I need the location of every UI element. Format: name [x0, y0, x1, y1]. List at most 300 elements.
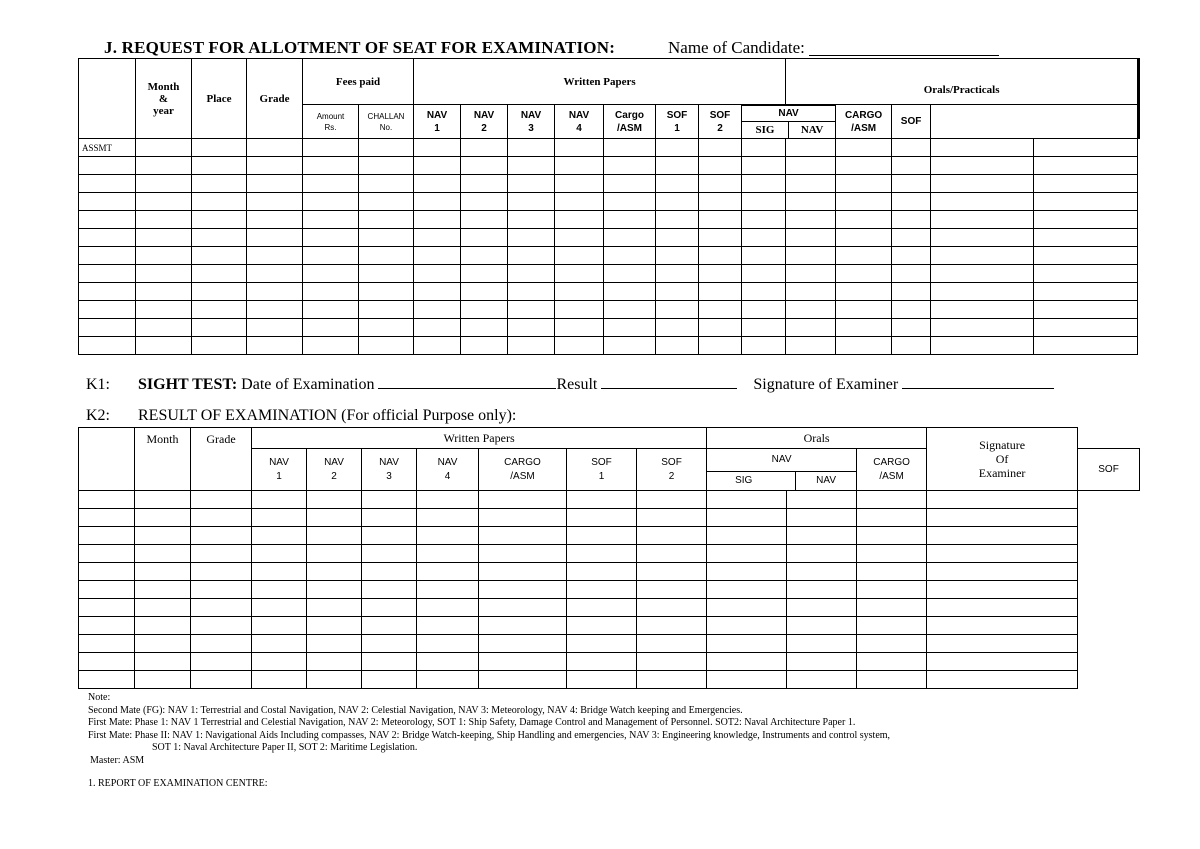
table-cell[interactable] [135, 599, 191, 617]
table-cell[interactable] [135, 545, 191, 563]
table-cell[interactable] [604, 319, 656, 337]
table-cell[interactable] [247, 283, 303, 301]
table-cell[interactable] [79, 545, 135, 563]
table-cell[interactable] [252, 653, 307, 671]
table-cell[interactable] [479, 671, 567, 689]
table-cell[interactable] [135, 653, 191, 671]
table-cell[interactable] [927, 617, 1078, 635]
table-cell[interactable] [307, 491, 362, 509]
table-cell[interactable] [461, 283, 508, 301]
table-cell[interactable] [787, 545, 857, 563]
table-cell[interactable] [604, 139, 656, 157]
table-cell[interactable] [417, 545, 479, 563]
table-cell[interactable] [192, 319, 247, 337]
table-cell[interactable] [307, 617, 362, 635]
table-cell[interactable] [927, 581, 1078, 599]
table-cell[interactable] [303, 175, 359, 193]
table-cell[interactable] [508, 337, 555, 355]
table-cell[interactable] [417, 635, 479, 653]
table-cell[interactable] [307, 545, 362, 563]
table-cell[interactable] [414, 193, 461, 211]
table-cell[interactable] [362, 545, 417, 563]
table-cell[interactable] [79, 229, 136, 247]
table-cell[interactable] [857, 545, 927, 563]
table-cell[interactable] [303, 337, 359, 355]
table-cell[interactable] [362, 563, 417, 581]
table-cell[interactable] [707, 635, 787, 653]
table-cell[interactable] [787, 491, 857, 509]
table-cell[interactable] [742, 247, 786, 265]
table-cell[interactable] [508, 139, 555, 157]
table-cell[interactable] [857, 581, 927, 599]
table-cell[interactable] [927, 671, 1078, 689]
table-cell[interactable] [136, 337, 192, 355]
table-cell[interactable] [555, 157, 604, 175]
table-cell[interactable] [79, 509, 135, 527]
table-cell[interactable] [567, 617, 637, 635]
table-cell[interactable] [192, 265, 247, 283]
table-cell[interactable] [931, 337, 1034, 355]
table-cell[interactable] [786, 229, 836, 247]
table-cell[interactable] [892, 283, 931, 301]
table-cell[interactable] [567, 599, 637, 617]
table-cell[interactable] [252, 527, 307, 545]
table-cell[interactable] [857, 635, 927, 653]
table-cell[interactable] [461, 229, 508, 247]
table-cell[interactable] [931, 301, 1034, 319]
table-cell[interactable] [786, 337, 836, 355]
table-cell[interactable] [656, 337, 699, 355]
table-cell[interactable] [307, 653, 362, 671]
table-cell[interactable] [307, 527, 362, 545]
table-cell[interactable] [787, 509, 857, 527]
table-cell[interactable] [892, 247, 931, 265]
table-cell[interactable] [555, 283, 604, 301]
table-cell[interactable] [1034, 283, 1138, 301]
table-cell[interactable] [892, 265, 931, 283]
table-cell[interactable] [1034, 193, 1138, 211]
table-cell[interactable] [567, 635, 637, 653]
table-cell[interactable] [787, 617, 857, 635]
table-cell[interactable] [461, 175, 508, 193]
table-cell[interactable] [604, 211, 656, 229]
table-cell[interactable] [79, 265, 136, 283]
table-cell[interactable] [303, 229, 359, 247]
table-cell[interactable] [699, 301, 742, 319]
table-cell[interactable] [1034, 175, 1138, 193]
table-cell[interactable] [787, 599, 857, 617]
table-cell[interactable] [191, 671, 252, 689]
table-cell[interactable] [742, 139, 786, 157]
table-cell[interactable] [359, 247, 414, 265]
table-cell[interactable] [927, 527, 1078, 545]
table-cell[interactable] [787, 581, 857, 599]
table-cell[interactable] [742, 175, 786, 193]
table-cell[interactable] [417, 527, 479, 545]
table-cell[interactable] [931, 283, 1034, 301]
table-cell[interactable] [604, 283, 656, 301]
table-cell[interactable] [786, 319, 836, 337]
table-cell[interactable] [656, 175, 699, 193]
table-cell[interactable] [1034, 229, 1138, 247]
table-cell[interactable] [417, 599, 479, 617]
table-cell[interactable] [931, 265, 1034, 283]
table-cell[interactable] [699, 175, 742, 193]
table-cell[interactable] [707, 563, 787, 581]
table-cell[interactable] [604, 265, 656, 283]
table-cell[interactable] [247, 157, 303, 175]
table-cell[interactable] [135, 581, 191, 599]
table-cell[interactable] [656, 265, 699, 283]
table-cell[interactable] [742, 265, 786, 283]
table-cell[interactable] [461, 247, 508, 265]
table-cell[interactable] [927, 563, 1078, 581]
table-cell[interactable] [707, 617, 787, 635]
table-cell[interactable] [857, 509, 927, 527]
table-cell[interactable] [79, 527, 135, 545]
table-cell[interactable] [508, 319, 555, 337]
table-cell[interactable] [787, 527, 857, 545]
table-cell[interactable] [191, 563, 252, 581]
table-cell[interactable] [362, 599, 417, 617]
table-cell[interactable] [787, 563, 857, 581]
table-cell[interactable] [359, 283, 414, 301]
table-cell[interactable] [637, 509, 707, 527]
table-cell[interactable] [931, 175, 1034, 193]
table-cell[interactable] [787, 653, 857, 671]
table-cell[interactable] [508, 157, 555, 175]
table-cell[interactable] [637, 581, 707, 599]
table-cell[interactable] [461, 211, 508, 229]
table-cell[interactable] [362, 653, 417, 671]
table-cell[interactable] [136, 139, 192, 157]
table-cell[interactable] [247, 319, 303, 337]
table-cell[interactable] [252, 509, 307, 527]
table-cell[interactable] [192, 229, 247, 247]
table-cell[interactable] [192, 283, 247, 301]
table-cell[interactable] [414, 265, 461, 283]
table-cell[interactable] [307, 671, 362, 689]
table-cell[interactable] [191, 635, 252, 653]
table-cell[interactable] [417, 653, 479, 671]
table-cell[interactable] [303, 283, 359, 301]
table-cell[interactable] [931, 319, 1034, 337]
table-cell[interactable] [555, 337, 604, 355]
table-cell[interactable] [892, 211, 931, 229]
table-cell[interactable] [699, 337, 742, 355]
table-cell[interactable] [637, 491, 707, 509]
table-cell[interactable] [191, 545, 252, 563]
table-cell[interactable] [79, 301, 136, 319]
signature-examiner-field[interactable] [902, 374, 1054, 389]
table-cell[interactable] [836, 301, 892, 319]
table-cell[interactable] [836, 337, 892, 355]
table-cell[interactable] [742, 337, 786, 355]
table-cell[interactable] [742, 193, 786, 211]
table-cell[interactable] [247, 337, 303, 355]
table-cell[interactable] [931, 211, 1034, 229]
table-cell[interactable] [656, 319, 699, 337]
table-cell[interactable] [247, 301, 303, 319]
table-cell[interactable] [479, 599, 567, 617]
table-cell[interactable] [79, 671, 135, 689]
table-cell[interactable] [247, 265, 303, 283]
table-cell[interactable] [637, 671, 707, 689]
table-cell[interactable] [742, 229, 786, 247]
table-cell[interactable] [135, 563, 191, 581]
table-cell[interactable] [742, 319, 786, 337]
table-cell[interactable] [1034, 157, 1138, 175]
table-cell[interactable] [417, 509, 479, 527]
table-cell[interactable] [892, 139, 931, 157]
table-cell[interactable] [567, 527, 637, 545]
table-cell[interactable] [786, 247, 836, 265]
table-cell[interactable] [359, 319, 414, 337]
table-cell[interactable] [699, 247, 742, 265]
table-cell[interactable] [303, 211, 359, 229]
table-cell[interactable] [136, 157, 192, 175]
table-cell[interactable] [857, 527, 927, 545]
table-cell[interactable] [303, 319, 359, 337]
table-cell[interactable] [637, 563, 707, 581]
table-cell[interactable] [479, 563, 567, 581]
table-cell[interactable] [508, 247, 555, 265]
table-cell[interactable] [786, 301, 836, 319]
table-cell[interactable] [79, 563, 135, 581]
table-cell[interactable] [247, 139, 303, 157]
table-cell[interactable] [699, 211, 742, 229]
table-cell[interactable] [252, 563, 307, 581]
table-cell[interactable] [707, 599, 787, 617]
table-cell[interactable] [699, 139, 742, 157]
table-cell[interactable] [892, 337, 931, 355]
table-cell[interactable] [247, 175, 303, 193]
table-cell[interactable] [656, 139, 699, 157]
table-cell[interactable] [927, 635, 1078, 653]
table-cell[interactable] [742, 157, 786, 175]
table-cell[interactable] [479, 491, 567, 509]
table-cell[interactable] [136, 301, 192, 319]
table-cell[interactable] [362, 671, 417, 689]
table-cell[interactable] [359, 337, 414, 355]
table-cell[interactable] [1034, 247, 1138, 265]
table-cell[interactable] [786, 283, 836, 301]
table-cell[interactable] [417, 617, 479, 635]
table-cell[interactable] [191, 617, 252, 635]
table-cell[interactable] [79, 157, 136, 175]
table-cell[interactable] [707, 527, 787, 545]
table-cell[interactable] [307, 509, 362, 527]
table-cell[interactable] [656, 193, 699, 211]
table-cell[interactable] [787, 635, 857, 653]
table-cell[interactable] [931, 139, 1034, 157]
table-cell[interactable] [136, 229, 192, 247]
table-cell[interactable] [136, 211, 192, 229]
table-cell[interactable] [461, 301, 508, 319]
table-cell[interactable] [1034, 301, 1138, 319]
table-cell[interactable] [555, 301, 604, 319]
table-cell[interactable] [931, 229, 1034, 247]
table-cell[interactable] [303, 247, 359, 265]
table-cell[interactable] [191, 491, 252, 509]
table-cell[interactable] [192, 247, 247, 265]
table-cell[interactable] [604, 337, 656, 355]
table-cell[interactable] [786, 193, 836, 211]
table-cell[interactable] [836, 283, 892, 301]
table-cell[interactable] [707, 545, 787, 563]
table-cell[interactable] [359, 193, 414, 211]
table-cell[interactable] [79, 319, 136, 337]
table-cell[interactable] [461, 337, 508, 355]
table-cell[interactable] [303, 157, 359, 175]
table-cell[interactable] [192, 175, 247, 193]
table-cell[interactable] [479, 545, 567, 563]
table-cell[interactable] [508, 211, 555, 229]
table-cell[interactable] [656, 283, 699, 301]
table-cell[interactable] [707, 653, 787, 671]
table-cell[interactable] [252, 581, 307, 599]
table-cell[interactable] [508, 229, 555, 247]
table-cell[interactable] [461, 139, 508, 157]
table-cell[interactable] [414, 211, 461, 229]
table-cell[interactable] [359, 139, 414, 157]
table-cell[interactable] [508, 175, 555, 193]
table-cell[interactable] [931, 193, 1034, 211]
table-cell[interactable] [1034, 139, 1138, 157]
table-cell[interactable] [786, 157, 836, 175]
table-cell[interactable] [252, 545, 307, 563]
table-cell[interactable] [414, 283, 461, 301]
table-cell[interactable] [508, 283, 555, 301]
table-cell[interactable] [247, 211, 303, 229]
table-cell[interactable] [555, 139, 604, 157]
table-cell[interactable] [857, 599, 927, 617]
table-cell[interactable] [567, 653, 637, 671]
table-cell[interactable] [1034, 211, 1138, 229]
table-cell[interactable] [857, 491, 927, 509]
table-cell[interactable] [637, 635, 707, 653]
table-cell[interactable] [479, 617, 567, 635]
table-cell[interactable] [79, 653, 135, 671]
table-cell[interactable] [508, 301, 555, 319]
table-cell[interactable] [656, 301, 699, 319]
table-cell[interactable] [135, 635, 191, 653]
table-cell[interactable] [857, 617, 927, 635]
table-cell[interactable] [461, 193, 508, 211]
table-cell[interactable] [892, 301, 931, 319]
table-cell[interactable] [135, 617, 191, 635]
table-cell[interactable] [1034, 265, 1138, 283]
date-of-exam-field[interactable] [378, 374, 556, 389]
table-cell[interactable] [414, 175, 461, 193]
table-cell[interactable] [931, 247, 1034, 265]
table-cell[interactable] [699, 193, 742, 211]
table-cell[interactable] [136, 283, 192, 301]
table-cell[interactable] [555, 193, 604, 211]
table-cell[interactable] [191, 653, 252, 671]
table-cell[interactable] [414, 157, 461, 175]
table-cell[interactable] [79, 581, 135, 599]
table-cell[interactable] [479, 527, 567, 545]
table-cell[interactable] [192, 337, 247, 355]
table-cell[interactable] [461, 265, 508, 283]
table-cell[interactable] [892, 157, 931, 175]
table-cell[interactable] [787, 671, 857, 689]
table-cell[interactable] [252, 671, 307, 689]
table-cell[interactable] [136, 265, 192, 283]
table-cell[interactable] [359, 157, 414, 175]
table-cell[interactable] [79, 283, 136, 301]
candidate-name-field[interactable] [809, 55, 999, 56]
table-cell[interactable] [307, 599, 362, 617]
table-cell[interactable] [656, 157, 699, 175]
table-cell[interactable] [637, 617, 707, 635]
table-cell[interactable] [136, 175, 192, 193]
table-cell[interactable] [79, 617, 135, 635]
table-cell[interactable] [555, 319, 604, 337]
result-field[interactable] [601, 374, 737, 389]
table-cell[interactable] [79, 175, 136, 193]
table-cell[interactable] [414, 247, 461, 265]
table-cell[interactable] [136, 319, 192, 337]
table-cell[interactable] [742, 301, 786, 319]
table-cell[interactable] [656, 211, 699, 229]
table-cell[interactable] [604, 175, 656, 193]
table-cell[interactable] [417, 563, 479, 581]
table-cell[interactable] [1034, 319, 1138, 337]
table-cell[interactable] [927, 491, 1078, 509]
table-cell[interactable] [414, 229, 461, 247]
table-cell[interactable] [555, 229, 604, 247]
table-cell[interactable] [707, 581, 787, 599]
table-cell[interactable] [786, 211, 836, 229]
table-cell[interactable] [136, 247, 192, 265]
table-cell[interactable] [931, 157, 1034, 175]
table-cell[interactable] [362, 635, 417, 653]
table-cell[interactable] [699, 157, 742, 175]
table-cell[interactable] [191, 599, 252, 617]
table-cell[interactable] [927, 599, 1078, 617]
table-cell[interactable] [699, 265, 742, 283]
table-cell[interactable] [699, 283, 742, 301]
table-cell[interactable] [252, 635, 307, 653]
table-cell[interactable] [836, 319, 892, 337]
table-cell[interactable] [192, 157, 247, 175]
table-cell[interactable] [307, 563, 362, 581]
table-cell[interactable] [414, 319, 461, 337]
table-cell[interactable] [79, 599, 135, 617]
table-cell[interactable] [303, 301, 359, 319]
table-cell[interactable] [307, 635, 362, 653]
table-cell[interactable] [604, 229, 656, 247]
table-cell[interactable] [508, 193, 555, 211]
table-cell[interactable] [414, 337, 461, 355]
table-cell[interactable] [857, 653, 927, 671]
table-cell[interactable] [707, 509, 787, 527]
table-cell[interactable] [836, 175, 892, 193]
table-cell[interactable] [927, 545, 1078, 563]
table-cell[interactable] [479, 653, 567, 671]
table-cell[interactable] [479, 509, 567, 527]
table-cell[interactable] [786, 139, 836, 157]
table-cell[interactable] [191, 581, 252, 599]
table-cell[interactable] [79, 211, 136, 229]
table-cell[interactable] [707, 671, 787, 689]
table-cell[interactable] [79, 337, 136, 355]
table-cell[interactable] [927, 653, 1078, 671]
table-cell[interactable] [303, 265, 359, 283]
table-cell[interactable] [892, 175, 931, 193]
